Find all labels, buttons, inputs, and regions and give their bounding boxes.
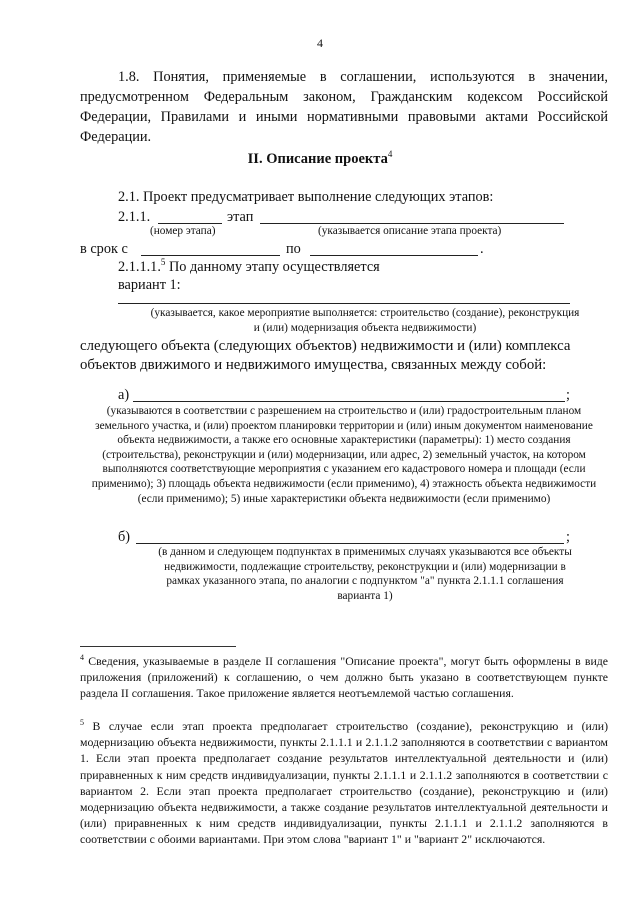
caption-activity: (указывается, какое мероприятие выполняется: строительство (создание), реконструкция и (или) модернизация объекта недвижимости) [150, 307, 580, 334]
item-b-end: ; [566, 529, 570, 545]
footnote-4-text: Сведения, указываемые в разделе II соглашения "Описание проекта", могут быть оформлены в виде приложения (приложений) к соглашению, о чем должно быть указано в соответствующем пункте раздела II соглашения. Такое приложение является неотъемлемой частью соглашения. [80, 654, 609, 701]
deadline-from-label: в срок с [80, 241, 128, 257]
deadline-to-label: по [286, 241, 301, 257]
footnote-4 [80, 653, 608, 702]
clause-2-1-1-1-number: 2.1.1.1. [118, 259, 161, 275]
deadline-end-field[interactable] [310, 255, 478, 256]
footnote-4-mark: 4 [80, 653, 84, 663]
stage-word: этап [227, 209, 254, 225]
deadline-start-field[interactable] [141, 255, 280, 256]
footnote-ref-4: 4 [387, 149, 393, 160]
intro-paragraph: 1.8. Понятия, применяемые в соглашении, используются в значении, предусмотренном Федеральным законом, Гражданским кодексом Российской Федерации, Правилами и иными нормативными правовыми актами Российской Федерации. [80, 69, 608, 145]
item-a-caption: (указываются в соответствии с разрешением на строительство и (или) градостроительным планом земельного участка, и (или) проектом планировки территории и (или) иным документом наименование объекта недвижимости, а также его основные характеристики (параметры): 1) место создания (строительства), реконструкции и (или) модернизации, или адрес, 2) земельный участок, на котором выполняются соответствующие мероприятия с указанием его кадастрового номера и площади (если применимо); 3) площадь объекта недвижимости (если применимо), 4) этажность объекта недвижимости (если применимо); 5) иные характеристики объекта недвижимости (если применимо) [91, 405, 597, 505]
section-title-text: II. Описание проекта [247, 151, 388, 167]
section-title [0, 151, 640, 168]
objects-text: следующего объекта (следующих объектов) недвижимости и (или) комплекса объектов движимого и недвижимого имущества, связанных между собой: [80, 338, 571, 373]
item-b-field[interactable] [136, 543, 564, 544]
footnote-5-mark: 5 [80, 718, 84, 728]
deadline-period: . [480, 241, 484, 257]
clause-2-1-1-1 [118, 258, 380, 276]
footnote-ref-5: 5 [160, 257, 166, 268]
footnote-separator [80, 646, 236, 647]
caption-stage-description: (указывается описание этапа проекта) [318, 225, 502, 237]
activity-field[interactable] [118, 303, 570, 304]
caption-stage-number: (номер этапа) [150, 225, 216, 237]
item-a-label: а) [118, 387, 130, 403]
variant-label: вариант 1: [118, 277, 181, 293]
clause-2-1: 2.1. Проект предусматривает выполнение следующих этапов: [118, 189, 494, 205]
item-a-end: ; [566, 387, 570, 403]
clause-2-1-1-1-text: По данному этапу осуществляется [168, 259, 380, 275]
item-b-caption: (в данном и следующем подпунктах в применимых случаях указываются все объекты недвижимости, подлежащие строительству, реконструкции и (или) модернизации в рамках указанного этапа, по аналогии с подпунктом "а" пункта 2.1.1.1 соглашения варианта 1) [158, 546, 572, 602]
item-a-field[interactable] [133, 401, 565, 402]
page-number: 4 [317, 36, 323, 50]
footnote-5 [80, 718, 608, 848]
clause-2-1-1-number: 2.1.1. [118, 209, 151, 225]
footnote-5-text: В случае если этап проекта предполагает строительство (создание), реконструкцию и (или) модернизацию объекта недвижимости, пункты 2.1.1.1 и 2.1.1.2 заполняются в соответствии с вариантом 1. Если этап проекта предполагает создание результатов интеллектуальной деятельности и (или) приравненных к ним средств индивидуализации, пункты 2.1.1.1 и 2.1.1.2 заполняются в соответствии с вариантом 2. Если этап проекта предполагает строительство (создание), реконструкцию и (или) модернизацию объекта недвижимости, а также создание результатов интеллектуальной деятельности и (или) приравненных к ним средств индивидуализации, пункты 2.1.1.1 и 2.1.1.2 заполняются в соответствии с обоими вариантами. При этом слова "вариант 1" и "вариант 2" исключаются. [80, 719, 608, 847]
item-b-label: б) [118, 529, 131, 545]
